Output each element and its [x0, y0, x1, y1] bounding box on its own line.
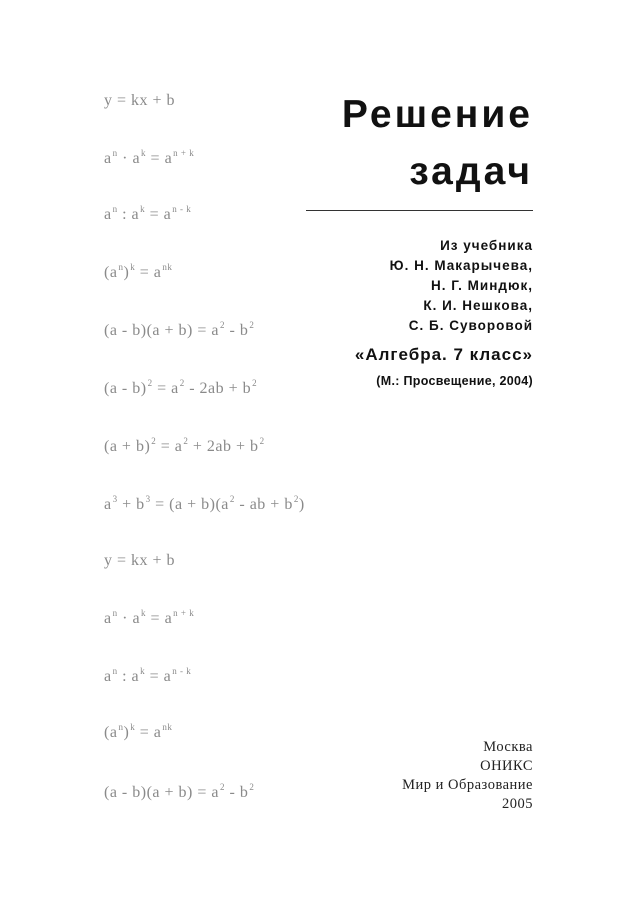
title-line: задач [409, 150, 533, 193]
formula-square-of-sum: $(a + b)^2 = a^2 + 2ab + b^2$ [104, 436, 265, 455]
author-line: С. Б. Суворовой [408, 318, 533, 333]
formula-difference-of-squares: $(a - b)(a + b) = a^2 - b^2$ [104, 782, 255, 801]
authors-block [390, 236, 533, 336]
formula-square-of-difference: $(a - b)^2 = a^2 - 2ab + b^2$ [104, 378, 258, 397]
imprint-city: Москва [483, 739, 533, 755]
imprint-block [402, 738, 533, 814]
formula-power-quotient: $a^n$ : $a^k = a^{n - k}$ [104, 204, 192, 223]
author-line: Н. Г. Миндюк, [430, 278, 533, 293]
publication-info: (М.: Просвещение, 2004) [376, 374, 533, 388]
formula-power-of-power: $(a^n)^k = a^{nk}$ [104, 262, 173, 281]
page-title [342, 86, 533, 200]
formula-power-quotient: $a^n$ : $a^k = a^{n - k}$ [104, 666, 192, 685]
formula-power-product: $a^n \cdot a^k = a^{n + k}$ [104, 608, 195, 627]
formula-power-product: $a^n \cdot a^k = a^{n + k}$ [104, 148, 195, 167]
imprint-publisher: ОНИКС [480, 758, 533, 774]
author-line: К. И. Нешкова, [423, 298, 533, 313]
formula-linear: y = kx + b [104, 92, 176, 109]
formula-power-of-power: $(a^n)^k = a^{nk}$ [104, 722, 173, 741]
imprint-year: 2005 [502, 796, 533, 812]
subtitle-line: Из учебника [440, 238, 533, 253]
book-title: «Алгебра. 7 класс» [354, 345, 533, 364]
formula-sum-of-cubes: $a^3 + b^3 = (a + b)(a^2$ - ab + $b^2$) [104, 494, 305, 513]
author-line: Ю. Н. Макарычева, [389, 258, 533, 273]
imprint-publisher: Мир и Образование [402, 777, 533, 793]
title-divider [306, 210, 533, 211]
title-line: Решение [341, 93, 533, 136]
formula-linear: y = kx + b [104, 552, 176, 569]
formula-difference-of-squares: $(a - b)(a + b) = a^2 - b^2$ [104, 320, 255, 339]
